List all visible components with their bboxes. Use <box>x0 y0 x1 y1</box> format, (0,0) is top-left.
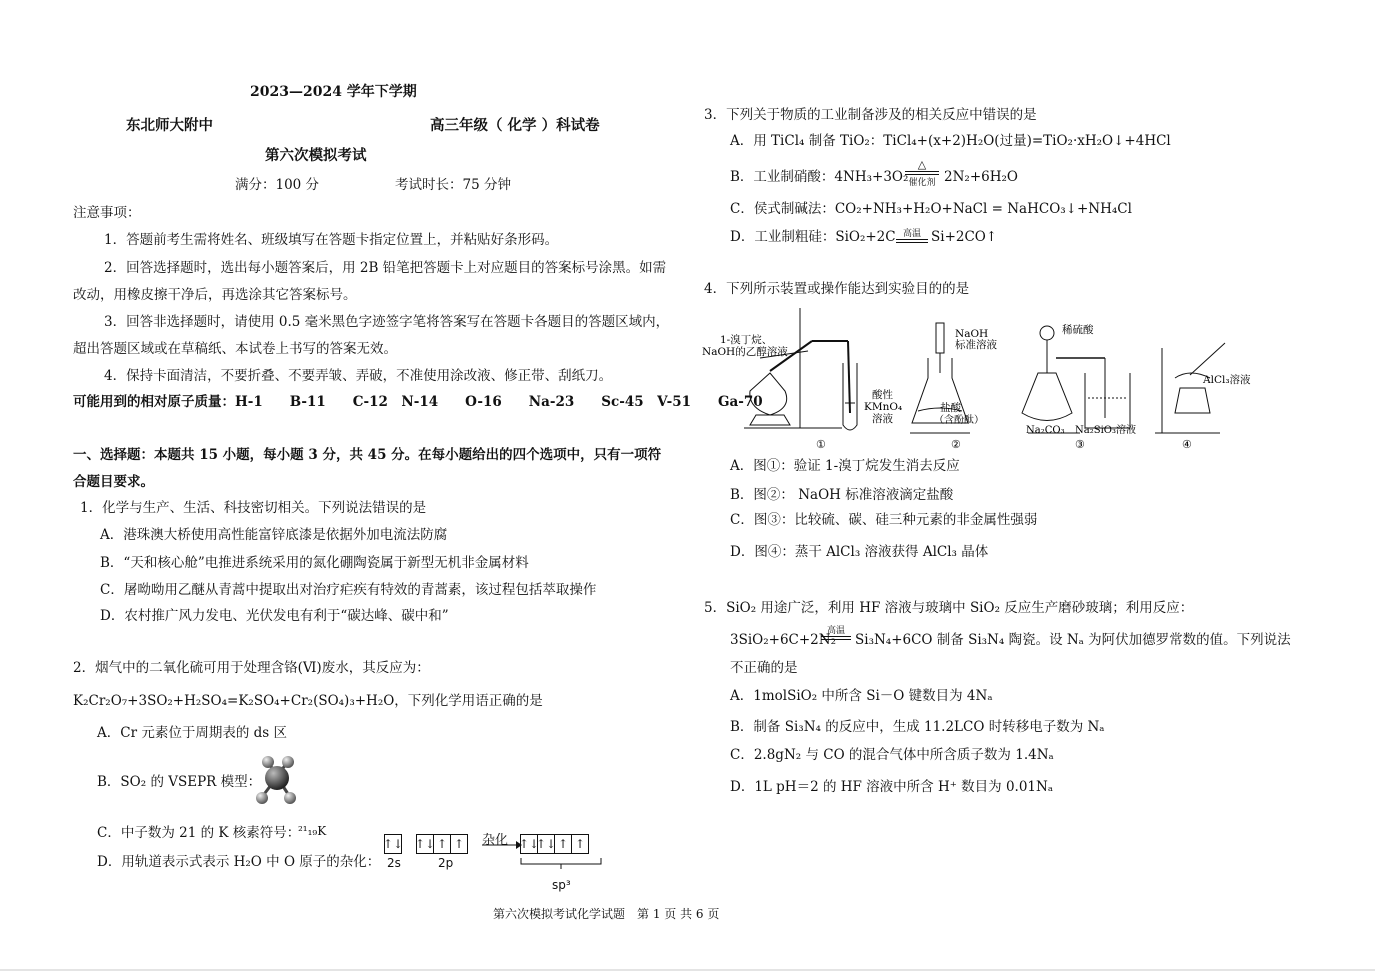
fig4-number: ④ <box>1182 438 1192 451</box>
fig1-label: 1-溴丁烷、 <box>720 334 773 346</box>
q1-option-c: C．屠呦呦用乙醚从青蒿中提取出对治疗疟疾有特效的青蒿素，该过程包括萃取操作 <box>100 582 597 598</box>
note-item: 3．回答非选择题时，请使用 0.5 毫米黑色字迹签字笔将答案写在答题卡各题目的答题区域内， <box>104 314 670 330</box>
orbital-2s-label: 2s <box>387 856 401 870</box>
q5-option-d: D．1L pH＝2 的 HF 溶液中所含 H⁺ 数目为 0.01Nₐ <box>730 779 1054 795</box>
q3-option-c: C．侯式制碱法：CO₂+NH₃+H₂O+NaCl = NaHCO₃↓+NH₄Cl <box>730 201 1132 217</box>
exam-name: 第六次模拟考试 <box>265 147 367 164</box>
fig1-number: ① <box>816 438 826 451</box>
apparatus-figure <box>700 303 1260 453</box>
notes-title: 注意事项： <box>73 205 141 221</box>
q1-option-b: B．“天和核心舱”电推进系统采用的氮化硼陶瓷属于新型无机非金属材料 <box>100 555 529 571</box>
fig3-label: 稀硫酸 <box>1062 324 1094 336</box>
q5-line2-post: Si₃N₄+6CO 制备 Si₃N₄ 陶瓷。设 Nₐ 为阿伏加德罗常数的值。下列说法 <box>855 632 1291 648</box>
fig1-label: 酸性 <box>872 389 893 401</box>
q3-option-b-pre: B．工业制硝酸：4NH₃+3O₂ <box>730 169 909 185</box>
orbital-2p-label: 2p <box>438 856 454 870</box>
fig2-label: 标准溶液 <box>955 339 997 351</box>
orbital-2p-box: ↑↓ ↑ ↑ <box>416 834 468 854</box>
q2-option-c: C．中子数为 21 的 K 核素符号： <box>97 825 301 841</box>
q4-option-c: C．图③：比较硫、碳、硅三种元素的非金属性强弱 <box>730 512 1038 528</box>
q3-option-a: A．用 TiCl₄ 制备 TiO₂：TiCl₄+(x+2)H₂O(过量)=TiO₂·xH₂O↓+4HCl <box>730 133 1171 149</box>
q3-b-condition <box>903 158 941 188</box>
q4-option-a: A．图①：验证 1-溴丁烷发生消去反应 <box>730 458 960 474</box>
full-score: 满分：100 分 <box>235 177 320 193</box>
k-nuclide-symbol: ²¹₁₉K <box>298 824 327 838</box>
q5-stem: 5．SiO₂ 用途广泛，利用 HF 溶液与玻璃中 SiO₂ 反应生产磨砂玻璃；利用反应： <box>704 600 1194 616</box>
exam-duration: 考试时长：75 分钟 <box>395 177 511 193</box>
fig1-label: KMnO₄ <box>864 401 903 413</box>
fig2-number: ② <box>951 438 961 451</box>
school-name: 东北师大附中 <box>126 117 213 134</box>
heat-symbol: △ <box>917 158 927 171</box>
atomic-masses: 可能用到的相对原子质量：H-1 B-11 C-12 N-14 O-16 Na-23 Sc-45 V-51 Ga-70 <box>73 394 763 410</box>
fig1-label: NaOH的乙醇溶液 <box>702 346 788 358</box>
fig3-label: Na₂SiO₃溶液 <box>1075 425 1136 436</box>
exam-year-term: 2023—2024 学年下学期 <box>250 84 417 100</box>
sp3-label: sp³ <box>552 878 571 892</box>
q1-option-a: A．港珠澳大桥使用高性能富锌底漆是依据外加电流法防腐 <box>100 527 448 543</box>
page-footer: 第六次模拟考试化学试题 第 1 页 共 6 页 <box>493 907 720 921</box>
fig3-number: ③ <box>1075 438 1085 451</box>
q5-option-b: B．制备 Si₃N₄ 的反应中，生成 11.2LCO 时转移电子数为 Nₐ <box>730 719 1105 735</box>
q4-stem: 4．下列所示装置或操作能达到实验目的的是 <box>704 281 970 297</box>
q2-stem: 2．烟气中的二氧化硫可用于处理含铬(Ⅵ)废水，其反应为： <box>73 660 430 676</box>
section-title-cont: 合题目要求。 <box>73 474 154 490</box>
arrow-right-icon <box>482 840 522 850</box>
q3-d-condition <box>896 226 928 243</box>
note-item: 4．保持卡面清洁，不要折叠、不要弄皱、弄破，不准使用涂改液、修正带、刮纸刀。 <box>104 368 613 384</box>
fig2-label: （含酚酞） <box>934 415 984 426</box>
q5-option-a: A．1molSiO₂ 中所含 Si－O 键数目为 4Nₐ <box>730 688 993 704</box>
catalyst-label: 催化剂 <box>908 178 936 188</box>
q3-option-d-pre: D．工业制粗硅：SiO₂+2C <box>730 229 896 245</box>
fig3-label: Na₂CO₃ <box>1026 425 1065 436</box>
fig1-label: 溶液 <box>872 413 893 425</box>
vsepr-model-image <box>252 755 302 807</box>
q5-line3: 不正确的是 <box>730 660 798 676</box>
note-item: 2．回答选择题时，选出每小题答案后，用 2B 铅笔把答题卡上对应题目的答案标号涂黑。如需 <box>104 260 667 276</box>
high-temp-label: 高温 <box>826 626 845 636</box>
q4-option-d: D．图④：蒸干 AlCl₃ 溶液获得 AlCl₃ 晶体 <box>730 544 989 560</box>
q3-option-d-post: Si+2CO↑ <box>931 229 998 245</box>
orbital-sp3-box: ↑↓ ↑↓ ↑ ↑ <box>520 834 589 854</box>
fig4-label: AlCl₃溶液 <box>1203 374 1251 386</box>
section-title: 一、选择题：本题共 15 小题，每小题 3 分，共 45 分。在每小题给出的四个选项中，只有一项符 <box>73 447 662 463</box>
q2-option-d: D．用轨道表示式表示 H₂O 中 O 原子的杂化： <box>97 854 381 870</box>
grade-subject: 高三年级（ 化学 ）科试卷 <box>430 117 600 134</box>
q3-option-b-post: 2N₂+6H₂O <box>944 169 1018 185</box>
q2-option-a: A．Cr 元素位于周期表的 ds 区 <box>97 725 287 741</box>
q1-stem: 1．化学与生产、生活、科技密切相关。下列说法错误的是 <box>80 500 427 516</box>
note-item: 改动，用橡皮擦干净后，再选涂其它答案标号。 <box>73 287 357 303</box>
fig2-label: 盐酸 <box>940 402 961 414</box>
high-temp-label: 高温 <box>902 229 921 239</box>
hybrid-label: 杂化 <box>482 833 509 848</box>
q1-option-d: D．农村推广风力发电、光伏发电有利于“碳达峰、碳中和” <box>100 608 449 624</box>
note-item: 超出答题区域或在草稿纸、本试卷上书写的答案无效。 <box>73 341 397 357</box>
fig2-label: NaOH <box>955 328 989 340</box>
q5-line2-pre: 3SiO₂+6C+2N₂ <box>730 632 836 648</box>
q2-option-b: B．SO₂ 的 VSEPR 模型： <box>97 774 262 790</box>
q5-condition <box>821 623 851 640</box>
q3-stem: 3．下列关于物质的工业制备涉及的相关反应中错误的是 <box>704 107 1037 123</box>
note-item: 1．答题前考生需将姓名、班级填写在答题卡指定位置上，并粘贴好条形码。 <box>104 232 559 248</box>
brace-icon <box>520 858 602 870</box>
q2-equation: K₂Cr₂O₇+3SO₂+H₂SO₄=K₂SO₄+Cr₂(SO₄)₃+H₂O，下列化学用语正确的是 <box>73 693 543 709</box>
q4-option-b: B．图②： NaOH 标准溶液滴定盐酸 <box>730 487 954 503</box>
q5-option-c: C．2.8gN₂ 与 CO 的混合气体中所含质子数为 1.4Nₐ <box>730 747 1054 763</box>
orbital-2s-box: ↑↓ <box>384 834 402 854</box>
